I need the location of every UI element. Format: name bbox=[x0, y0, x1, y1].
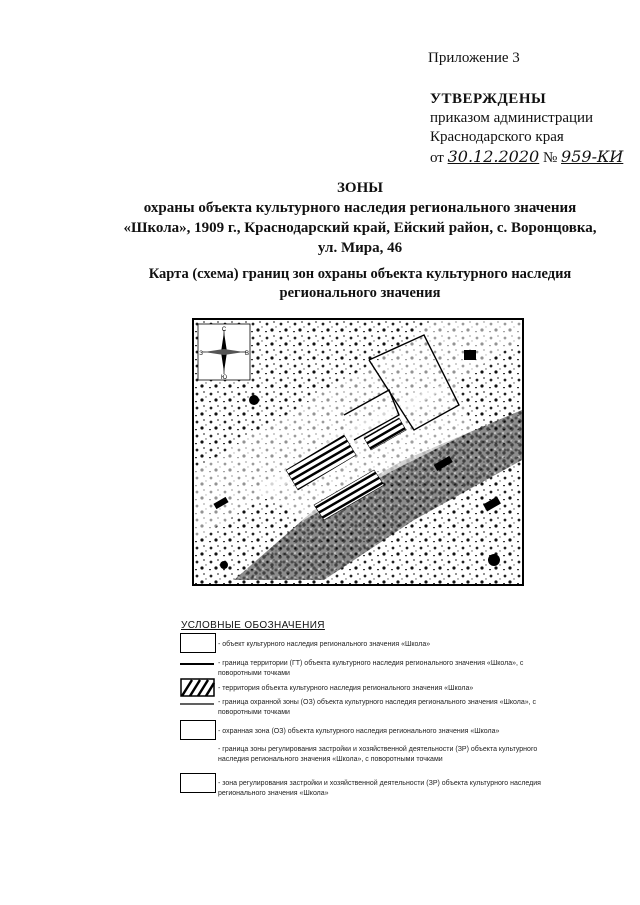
aerial-map-image bbox=[194, 320, 522, 584]
approval-date-number bbox=[430, 147, 623, 168]
compass-west: З bbox=[199, 351, 203, 357]
legend-item-3: - территория объекта культурного наследия регионального значения «Школа» bbox=[218, 685, 474, 692]
compass-east: В bbox=[244, 351, 250, 357]
map-caption-line-2: регионального значения bbox=[279, 285, 441, 301]
legend-symbol-territory-boundary bbox=[180, 660, 216, 674]
approval-number: 959-КИ bbox=[561, 147, 624, 166]
approved-line-2: Краснодарского края bbox=[430, 129, 564, 145]
map-caption bbox=[60, 265, 640, 303]
appendix-label: Приложение 3 bbox=[428, 50, 520, 66]
title-line-2: «Школа», 1909 г., Краснодарский край, Ейский район, с. Воронцовка, bbox=[123, 220, 597, 236]
map-caption-line-1: Карта (схема) границ зон охраны объекта культурного наследия bbox=[148, 266, 572, 282]
title-line-3: ул. Мира, 46 bbox=[317, 240, 403, 256]
legend-symbol-protection-boundary bbox=[180, 700, 216, 710]
approval-date: 30.12.2020 bbox=[447, 147, 540, 166]
legend-item-4: - граница охранной зоны (ОЗ) объекта культурного наследия регионального значения «Школа», с поворотными точками bbox=[218, 699, 537, 716]
number-prefix: № bbox=[542, 150, 558, 166]
compass-rose bbox=[198, 324, 250, 381]
legend-symbol-territory-hatch bbox=[180, 678, 216, 698]
legend-item-1: - объект культурного наследия регионального значения «Школа» bbox=[218, 641, 431, 648]
legend-item-5: - охранная зона (ОЗ) объекта культурного наследия регионального значения «Школа» bbox=[218, 728, 500, 735]
compass-south: Ю bbox=[220, 375, 228, 381]
approved-line-1: приказом администрации bbox=[430, 110, 594, 126]
title-line-1: охраны объекта культурного наследия регионального значения bbox=[143, 200, 577, 216]
legend-item-2: - граница территории (ГТ) объекта культурного наследия регионального значения «Школа», с поворотными точками bbox=[218, 660, 524, 677]
compass-north: С bbox=[221, 327, 227, 333]
legend-item-6: - граница зоны регулирования застройки и хозяйственной деятельности (ЗР) объекта культурного наследия регионального значения «Школа», с поворотными точками bbox=[218, 746, 538, 763]
aerial-map bbox=[192, 318, 524, 586]
title-heading: ЗОНЫ bbox=[337, 180, 383, 196]
document-title bbox=[60, 178, 640, 258]
legend-symbol-protection-zone bbox=[180, 720, 216, 740]
from-prefix: от bbox=[430, 150, 444, 166]
legend-symbol-regulation-zone bbox=[180, 773, 216, 793]
approved-title: УТВЕРЖДЕНЫ bbox=[430, 91, 547, 107]
legend-heading: УСЛОВНЫЕ ОБОЗНАЧЕНИЯ bbox=[181, 620, 325, 631]
legend-item-7: - зона регулирования застройки и хозяйственной деятельности (ЗР) объекта культурного наследия регионального значения «Школа» bbox=[218, 780, 541, 797]
legend-symbol-object bbox=[180, 633, 216, 653]
approval-block bbox=[430, 90, 623, 168]
